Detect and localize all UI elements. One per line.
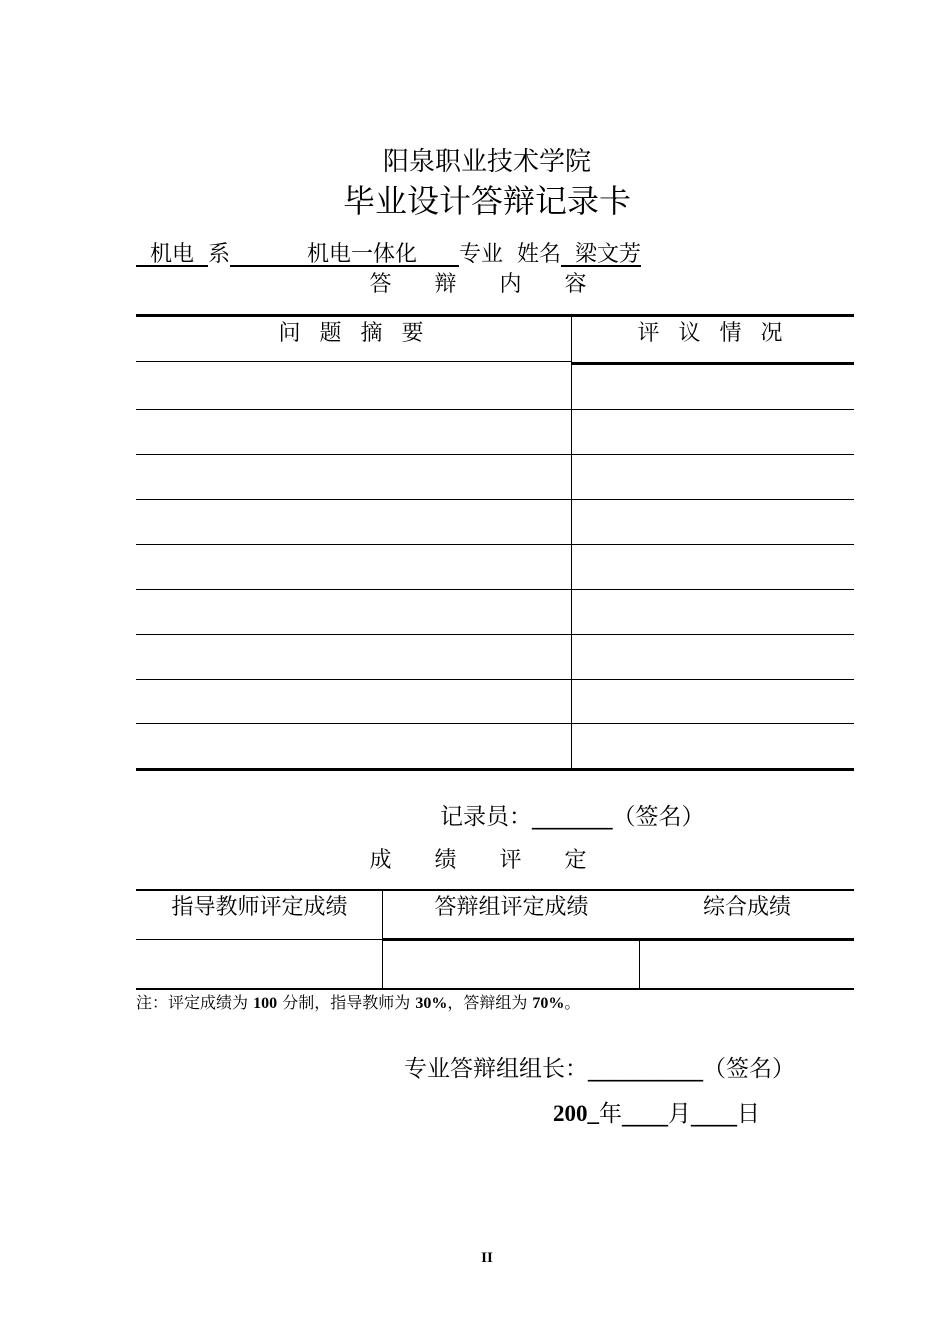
recorder-label: 记录员： [440, 804, 532, 830]
col-header-comment: 评 议 情 况 [637, 321, 789, 346]
day-label: 日 [737, 1101, 760, 1127]
column-divider [571, 317, 572, 769]
recorder-blank[interactable]: _______ [532, 804, 613, 830]
college-name: 阳泉职业技术学院 [382, 147, 591, 177]
col-header-committee-grade: 答辩组评定成绩 [434, 895, 589, 920]
committee-weight: 70% [532, 995, 565, 1012]
major-field [230, 242, 459, 267]
month-blank[interactable]: ____ [622, 1101, 668, 1127]
department-suffix: 系 [208, 242, 231, 267]
table-bottom-border [136, 768, 854, 771]
page-number: II [481, 1250, 493, 1266]
col-header-overall-grade: 综合成绩 [702, 895, 791, 920]
grade-column-divider [639, 940, 640, 989]
committee-grade-cell[interactable] [384, 941, 639, 988]
col-header-advisor-grade: 指导教师评定成绩 [171, 895, 348, 920]
major-value: 机电一体化 [306, 242, 417, 267]
grade-column-divider [382, 891, 383, 989]
leader-signature-line [404, 1053, 795, 1085]
advisor-grade-cell[interactable] [137, 941, 382, 988]
row-divider [136, 361, 572, 362]
leader-blank[interactable]: __________ [588, 1056, 703, 1082]
full-score: 100 [253, 995, 278, 1012]
year-prefix[interactable]: 200_ [553, 1101, 599, 1126]
day-blank[interactable]: ____ [691, 1101, 737, 1127]
name-label: 姓名 [516, 242, 561, 267]
grade-header-divider [136, 939, 383, 940]
recorder-signature-line [440, 801, 705, 833]
department-field [136, 242, 208, 267]
header-thick-underline [572, 362, 854, 365]
student-info-line [136, 239, 641, 271]
grade-section-title: 成 绩 评 定 [369, 848, 605, 873]
defense-section-title: 答 辩 内 容 [369, 272, 605, 297]
name-value: 梁文芳 [574, 242, 641, 267]
recorder-sign-suffix: （签名） [612, 804, 705, 830]
grade-table-top-border [136, 889, 854, 891]
grading-note: 注：评定成绩为 100 分制，指导教师为 30%，答辩组为 70%。 [136, 993, 581, 1012]
month-label: 月 [668, 1101, 691, 1127]
table-top-border [136, 314, 854, 317]
name-field [561, 242, 641, 267]
department-value: 机电 [150, 242, 195, 267]
date-line [553, 1098, 760, 1130]
leader-sign-suffix: （签名） [703, 1056, 795, 1082]
year-label: 年 [599, 1101, 622, 1127]
leader-label: 专业答辩组组长： [404, 1056, 588, 1082]
col-header-question: 问 题 摘 要 [278, 321, 430, 346]
advisor-weight: 30% [415, 995, 448, 1012]
overall-grade-cell[interactable] [641, 941, 854, 988]
card-title: 毕业设计答辩记录卡 [342, 182, 631, 220]
major-suffix: 专业 [458, 242, 503, 267]
